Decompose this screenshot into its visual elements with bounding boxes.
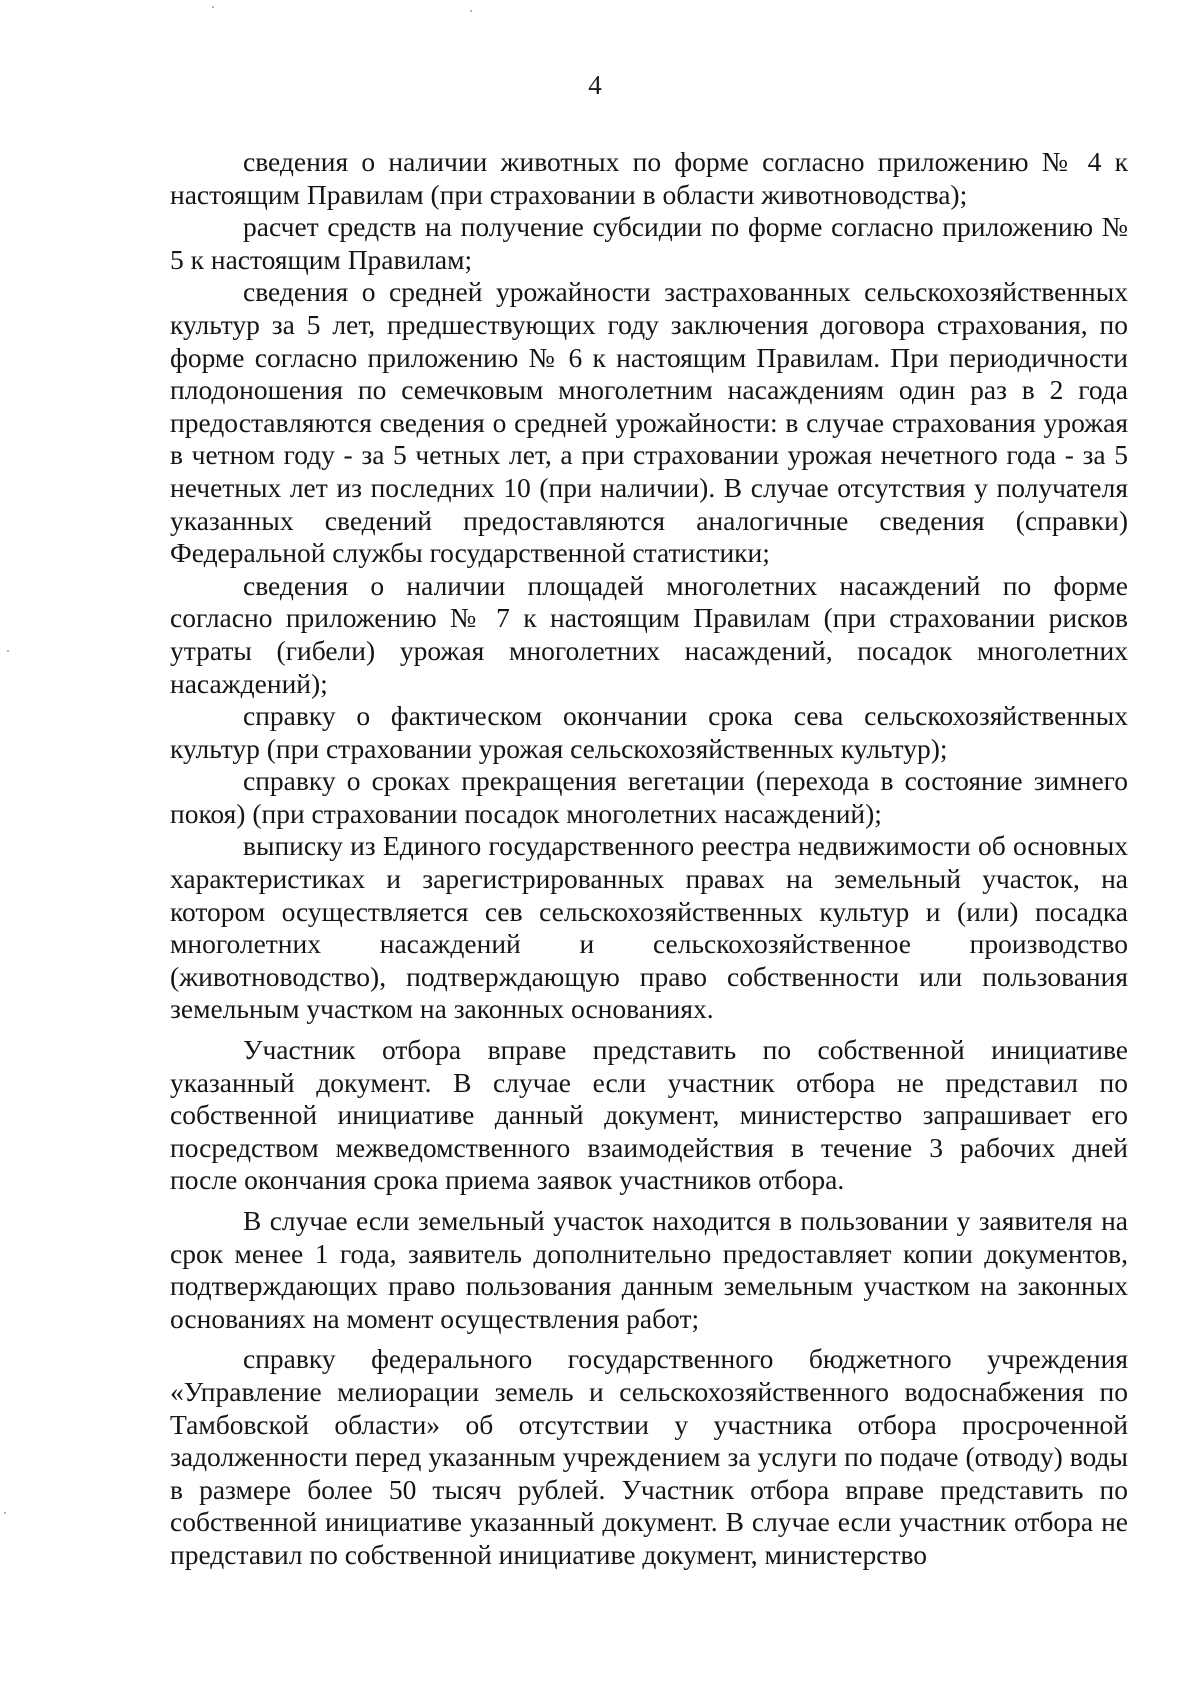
scan-speck xyxy=(7,650,9,652)
paragraph-perennial-areas: сведения о наличии площадей многолетних насаждений по форме согласно приложению № 7 к настоящим Правилам (при страховании рисков утраты (гибели) урожая многолетних насаждений, посадок многолетних насаждений); xyxy=(170,569,1128,699)
scan-speck xyxy=(4,1512,6,1514)
paragraph-animals-info: сведения о наличии животных по форме согласно приложению № 4 к настоящим Правилам (при страховании в области животноводства); xyxy=(170,146,1128,210)
scan-speck xyxy=(470,10,472,12)
paragraph-land-use-term: В случае если земельный участок находится в пользовании у заявителя на срок менее 1 года, заявитель дополнительно предоставляет копии документов, подтверждающих право пользования данным земельным участком на законных основаниях на момент осуществления работ; xyxy=(170,1205,1128,1334)
paragraph-registry-extract: выписку из Единого государственного реестра недвижимости об основных характеристиках и зарегистрированных правах на земельный участок, на котором осуществляется сев сельскохозяйственных культур и (или) посадка многолетних насаждений и сельскохозяйственное производство (животноводство), подтверждающую право собственности или пользования земельным участком на законных основаниях. xyxy=(170,830,1128,1025)
document-body xyxy=(170,146,1128,1572)
paragraph-vegetation-termination: справку о сроках прекращения вегетации (перехода в состояние зимнего покоя) (при страховании посадок многолетних насаждений); xyxy=(170,765,1128,829)
paragraph-participant-right: Участник отбора вправе представить по собственной инициативе указанный документ. В случае если участник отбора не представил по собственной инициативе данный документ, министерство запрашивает его посредством межведомственного взаимодействия в течение 3 рабочих дней после окончания срока приема заявок участников отбора. xyxy=(170,1034,1128,1196)
paragraph-subsidy-calculation: расчет средств на получение субсидии по форме согласно приложению № 5 к настоящим Правилам; xyxy=(170,211,1128,275)
page-number: 4 xyxy=(588,70,602,100)
paragraph-average-yield: сведения о средней урожайности застрахованных сельскохозяйственных культур за 5 лет, предшествующих году заключения договора страхования, по форме согласно приложению № 6 к настоящим Правилам. При периодичности плодоношения по семечковым многолетним насаждениям один раз в 2 года предоставляются сведения о средней урожайности: в случае страхования урожая в четном году - за 5 четных лет, а при страховании урожая нечетного года - за 5 нечетных лет из последних 10 (при наличии). В случае отсутствия у получателя указанных сведений предоставляются аналогичные сведения (справки) Федеральной службы государственной статистики; xyxy=(170,276,1128,569)
paragraph-sowing-completion: справку о фактическом окончании срока сева сельскохозяйственных культур (при страховании урожая сельскохозяйственных культур); xyxy=(170,700,1128,764)
paragraph-melioration-certificate: справку федерального государственного бюджетного учреждения «Управление мелиорации земель и сельскохозяйственного водоснабжения по Тамбовской области» об отсутствии у участника отбора просроченной задолженности перед указанным учреждением за услуги по подаче (отводу) воды в размере более 50 тысяч рублей. Участник отбора вправе представить по собственной инициативе указанный документ. В случае если участник отбора не представил по собственной инициативе документ, министерство xyxy=(170,1343,1128,1570)
scan-speck xyxy=(212,6,214,8)
